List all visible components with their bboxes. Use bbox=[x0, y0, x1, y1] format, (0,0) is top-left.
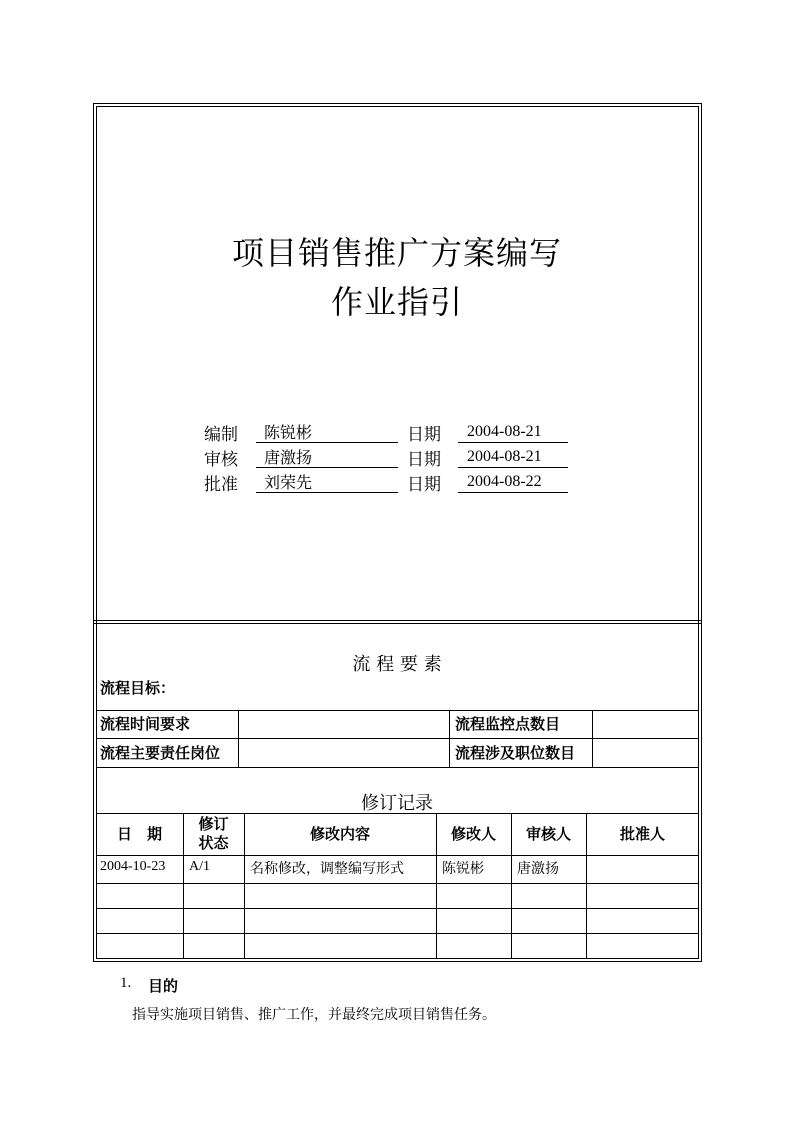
table-rule bbox=[238, 710, 239, 767]
revision-header-content: 修改内容 bbox=[309, 825, 370, 843]
revision-cell-content: 名称修改，调整编写形式 bbox=[250, 861, 404, 877]
revision-title: 修订记录 bbox=[361, 793, 433, 814]
revision-header-modifier: 修改人 bbox=[450, 825, 496, 843]
document-title-line1: 项目销售推广方案编写 bbox=[231, 234, 562, 272]
signoff-date-label-reviewed: 日期 bbox=[407, 450, 441, 470]
document-title-line2: 作业指引 bbox=[330, 283, 463, 321]
table-rule bbox=[96, 855, 699, 856]
revision-header-reviewer: 审核人 bbox=[525, 825, 571, 843]
signoff-date-reviewed: 2004-08-21 bbox=[467, 448, 542, 465]
revision-cell-date: 2004-10-23 bbox=[100, 859, 166, 874]
revision-cell-reviewer: 唐激扬 bbox=[517, 861, 559, 877]
process-owner-label: 流程主要责任岗位 bbox=[100, 744, 221, 762]
revision-header-approver: 批准人 bbox=[619, 825, 665, 843]
signoff-underline bbox=[458, 467, 568, 468]
process-title: 流 程 要 素 bbox=[352, 654, 442, 675]
signoff-underline bbox=[256, 492, 398, 493]
signoff-name-prepared: 陈锐彬 bbox=[264, 423, 313, 442]
process-monitor-label: 流程监控点数目 bbox=[455, 715, 561, 733]
signoff-date-approved: 2004-08-22 bbox=[467, 473, 542, 490]
process-time-label: 流程时间要求 bbox=[100, 715, 191, 733]
table-rule bbox=[96, 767, 699, 768]
revision-header-date: 日 期 bbox=[116, 825, 162, 843]
signoff-date-label-approved: 日期 bbox=[407, 475, 441, 495]
process-positions-label: 流程涉及职位数目 bbox=[455, 744, 576, 762]
section-body-text: 指导实施项目销售、推广工作，并最终完成项目销售任务。 bbox=[132, 1007, 496, 1023]
signoff-date-prepared: 2004-08-21 bbox=[467, 423, 542, 440]
section-divider bbox=[93, 620, 702, 621]
process-goal-label: 流程目标： bbox=[100, 679, 176, 697]
signoff-date-label-prepared: 日期 bbox=[407, 425, 441, 445]
signoff-underline bbox=[256, 442, 398, 443]
revision-cell-status: A/1 bbox=[189, 859, 210, 874]
section-divider bbox=[93, 623, 702, 624]
table-rule bbox=[96, 813, 699, 814]
table-rule bbox=[96, 738, 699, 739]
signoff-name-approved: 刘荣先 bbox=[264, 473, 313, 492]
table-rule bbox=[592, 710, 593, 767]
table-rule bbox=[96, 933, 699, 934]
table-rule bbox=[96, 883, 699, 884]
signoff-underline bbox=[256, 467, 398, 468]
table-rule bbox=[96, 908, 699, 909]
signoff-label-approved: 批准 bbox=[204, 475, 238, 495]
table-rule bbox=[96, 710, 699, 711]
signoff-underline bbox=[458, 492, 568, 493]
signoff-label-prepared: 编制 bbox=[204, 425, 238, 445]
revision-header-status-line1: 修订 bbox=[198, 815, 229, 833]
signoff-label-reviewed: 审核 bbox=[204, 450, 238, 470]
table-rule bbox=[449, 710, 450, 767]
revision-cell-modifier: 陈锐彬 bbox=[442, 861, 484, 877]
section-heading: 目的 bbox=[148, 977, 179, 995]
signoff-underline bbox=[458, 442, 568, 443]
section-number: 1. bbox=[120, 975, 132, 991]
revision-header-status-line2: 状态 bbox=[198, 834, 229, 852]
signoff-name-reviewed: 唐激扬 bbox=[264, 448, 313, 467]
